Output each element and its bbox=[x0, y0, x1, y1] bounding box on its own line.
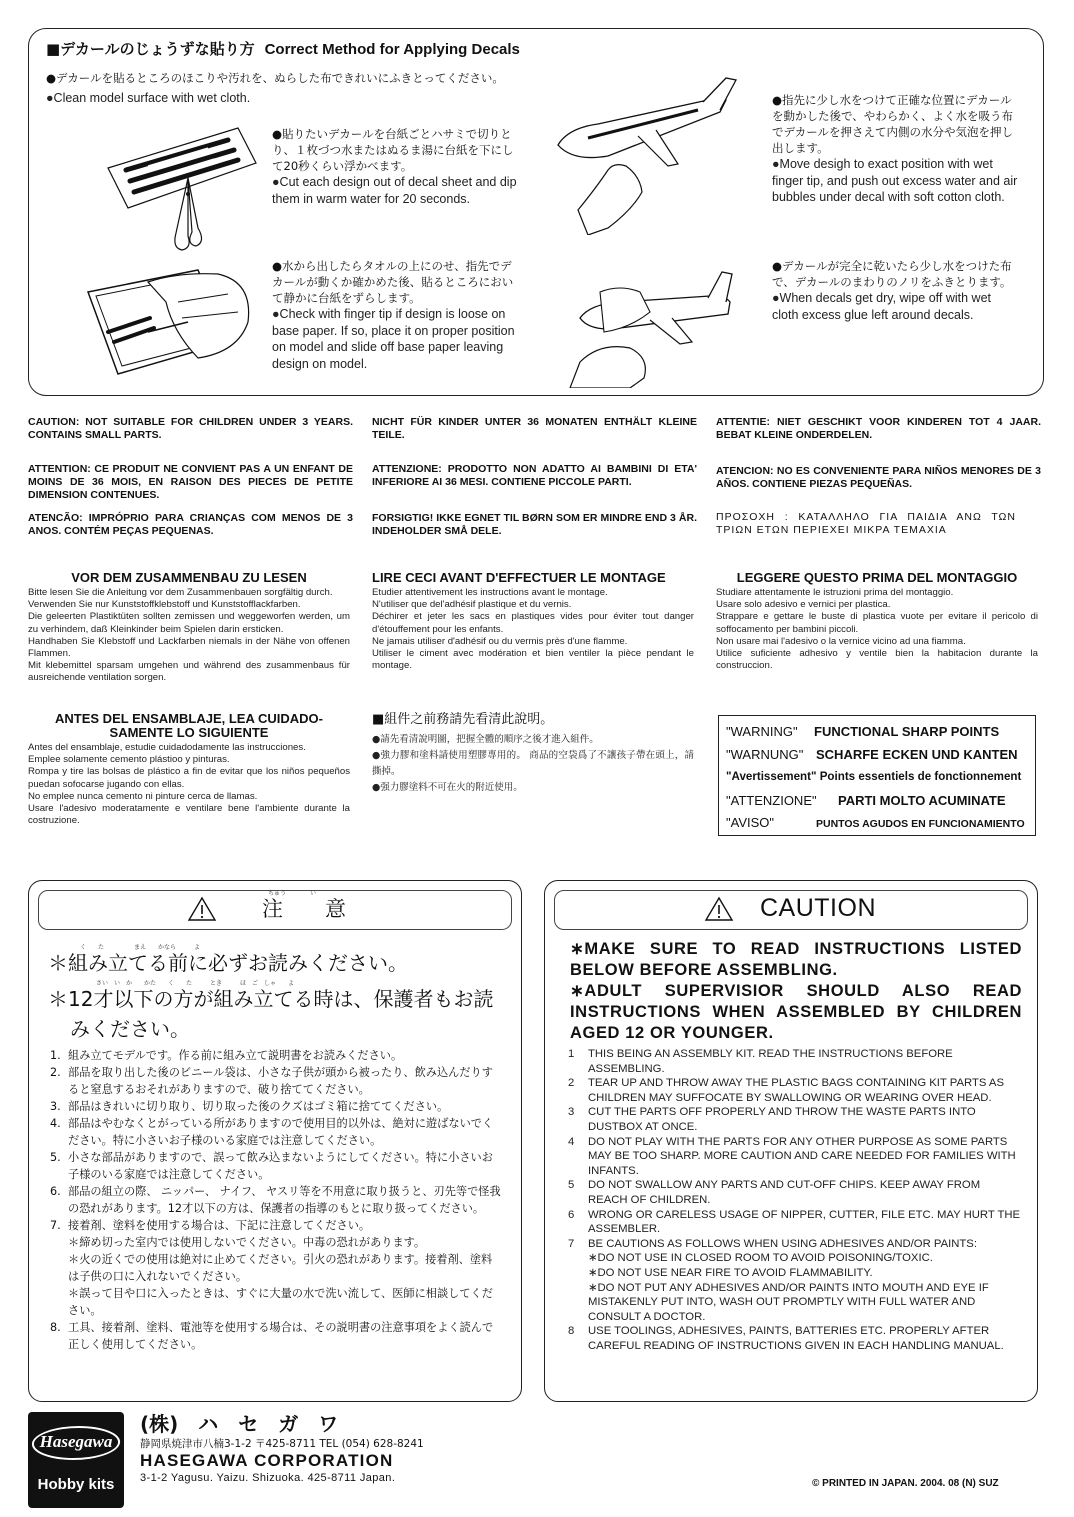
caution-en-item-text: DO NOT PLAY WITH THE PARTS FOR ANY OTHER PURPOSE AS SOME PARTS MAY BE TOO SHARP. MORE CAUTION AND CARE NEEDED FOR FAMILIES WITH INFANTS. bbox=[588, 1135, 1016, 1177]
sharp-row bbox=[726, 793, 1006, 808]
pre-fr-line: Déchirer et jeter les sacs en plastiques vides pour éviter tout danger d'étouffement pour les enfants. bbox=[372, 611, 694, 635]
pre-es-line: Rompa y tire las bolsas de plástico a fin de evitar que los niños pequeños puedan sofocarse jugando con ellas. bbox=[28, 766, 350, 790]
caution-en-item-text: TEAR UP AND THROW AWAY THE PLASTIC BAGS CONTAINING KIT PARTS AS CHILDREN MAY SUFFOCATE BY SWALLOWING OR WEARING OVER HEAD. bbox=[588, 1077, 1004, 1104]
sharp-label: "WARNUNG" bbox=[726, 747, 804, 762]
caution-jp-ruby: く た まえ かなら よ bbox=[80, 944, 201, 951]
sharp-label: "WARNING" bbox=[726, 724, 798, 739]
caution-jp-item-text: 部品はやむなくとがっている所がありますので使用目的以外は、絶対に遊ばないでください。特に小さいお子様のいる家庭では注意してください。 bbox=[68, 1117, 494, 1147]
decal-title-jp: ■デカールのじょうずな貼り方 bbox=[46, 40, 255, 58]
decal-step-2 bbox=[272, 258, 520, 372]
pre-assembly-fr bbox=[372, 571, 694, 672]
decal-step-4-en: ●When decals get dry, wipe off with wet cloth excess glue left around decals. bbox=[772, 291, 991, 322]
pre-de-line: Bitte lesen Sie die Anleitung vor dem Zusammenbauen sorgfältig durch. bbox=[28, 587, 333, 598]
sharp-text: PARTI MOLTO ACUMINATE bbox=[838, 793, 1006, 808]
sharp-row bbox=[726, 815, 1025, 830]
caution-en-heading-1: ∗MAKE SURE TO READ INSTRUCTIONS LISTED BELOW BEFORE ASSEMBLING. bbox=[570, 940, 1022, 979]
decal-title bbox=[46, 38, 520, 59]
caution-jp-item: 5. 小さな部品がありますので、誤って飲み込まないようにしてください。特に小さいお子様のいる家庭では注意してください。 bbox=[50, 1149, 502, 1183]
caution-jp-title: 注 意 bbox=[262, 897, 346, 921]
decal-step-2-en: ●Check with finger tip if design is loose on base paper. If so, place it on proper position on model and slide off base paper leaving design on model. bbox=[272, 307, 515, 371]
caution-jp-item-text: 部品はきれいに切り取り、切り取った後のクズはゴミ箱に捨ててください。 bbox=[68, 1100, 449, 1113]
caution-en-item-text: USE TOOLINGS, ADHESIVES, PAINTS, BATTERIES ETC. PROPERLY AFTER CAREFUL READING OF INSTRUCTIONS GIVEN IN EACH HANDLING MANUAL. bbox=[588, 1325, 1004, 1352]
caution-en-item: 1 THIS BEING AN ASSEMBLY KIT. READ THE INSTRUCTIONS BEFORE ASSEMBLING. bbox=[568, 1047, 1022, 1076]
caution-jp-item-text: 工具、接着剤、塗料、電池等を使用する場合は、その説明書の注意事項をよく読んで正しく使用してください。 bbox=[68, 1321, 494, 1351]
warning-es: ATENCION: NO ES CONVENIENTE PARA NIÑOS MENORES DE 3 AÑOS. CONTIENE PIEZAS PEQUEÑAS. bbox=[716, 465, 1041, 490]
warning-triangle-icon bbox=[704, 896, 734, 922]
company-name-jp: (株) ハ セ ガ ワ bbox=[140, 1412, 339, 1436]
pre-es-line: Usare l'adesivo moderatamente e ventilare bene l'ambiente durante la costruzione. bbox=[28, 803, 350, 827]
company-name-en: HASEGAWA CORPORATION bbox=[140, 1451, 394, 1470]
warning-fr: ATTENTION: CE PRODUIT NE CONVIENT PAS A UN ENFANT DE MOINS DE 36 MOIS, EN RAISON DES PIECES DE PETITE DIMENSION CONTENUES. bbox=[28, 463, 353, 501]
caution-en-list bbox=[568, 1047, 1022, 1353]
water-tray-illustration bbox=[78, 262, 278, 386]
sharp-text: Points essentiels de fonctionnement bbox=[819, 770, 1022, 783]
warning-pt: ATENCÃO: IMPRÓPRIO PARA CRIANÇAS COM MENOS DE 3 ANOS. CONTÉM PEÇAS PEQUENAS. bbox=[28, 512, 353, 537]
sharp-row bbox=[726, 770, 1021, 783]
decal-step-3 bbox=[772, 92, 1020, 206]
caution-en-item: 6 WRONG OR CARELESS USAGE OF NIPPER, CUTTER, FILE ETC. MAY HURT THE ASSEMBLER. bbox=[568, 1208, 1021, 1236]
pre-assembly-es bbox=[28, 712, 350, 827]
pre-it-line: Studiare attentamente le istruzioni prima del montaggio. bbox=[716, 587, 954, 598]
caution-jp-item-text: 組み立てモデルです。作る前に組み立て説明書をお読みください。 bbox=[68, 1049, 403, 1062]
decal-step-1-en: ●Cut each design out of decal sheet and dip them in warm water for 20 seconds. bbox=[272, 175, 517, 206]
caution-en-item: 5 DO NOT SWALLOW ANY PARTS AND CUT-OFF CHIPS. KEEP AWAY FROM REACH OF CHILDREN. bbox=[568, 1178, 1022, 1207]
caution-en-item-text: THIS BEING AN ASSEMBLY KIT. READ THE INSTRUCTIONS BEFORE ASSEMBLING. bbox=[588, 1048, 953, 1075]
pre-de-line: Handhaben Sie Klebstoff und Lackfarben niemals in der Nähe von offenen Flammen. bbox=[28, 635, 350, 660]
decal-intro-jp: ●デカールを貼るところのほこりや汚れを、ぬらした布できれいにふきとってください。 bbox=[46, 71, 504, 85]
airplane-finger-illustration bbox=[548, 70, 758, 235]
company-address-jp: 静岡県焼津市八楠3-1-2 〒425-8711 TEL (054) 628-8241 bbox=[140, 1438, 424, 1450]
decal-step-4-jp: ●デカールが完全に乾いたら少し水をつけた布で、デカールのまわりのノリをふきとります。 bbox=[772, 259, 1012, 289]
pre-it-title: LEGGERE QUESTO PRIMA DEL MONTAGGIO bbox=[736, 570, 1018, 585]
logo-text-hasegawa: Hasegawa bbox=[39, 1432, 113, 1451]
pre-de-line: Verwenden Sie nur Kunststoffklebstoff und Kunststofflackfarben. bbox=[28, 599, 301, 611]
sharp-text: PUNTOS AGUDOS EN FUNCIONAMIENTO bbox=[816, 818, 1025, 830]
pre-zh-line: ●强力膠塗料不可在火的附近使用。 bbox=[372, 782, 523, 793]
caution-jp-heading-1: ＊組み立てる前に必ずお読みください。 bbox=[48, 951, 408, 975]
caution-en-item-text: WRONG OR CARELESS USAGE OF NIPPER, CUTTER, FILE ETC. MAY HURT THE ASSEMBLER. bbox=[588, 1208, 1021, 1236]
caution-en-item: 3 CUT THE PARTS OFF PROPERLY AND THROW THE WASTE PARTS INTO DUSTBOX AT ONCE. bbox=[568, 1105, 1022, 1134]
caution-jp-heading-2: ＊12才以下の方が組み立てる時は、保護者もお読 bbox=[48, 987, 494, 1011]
caution-jp-item: 8. 工具、接着剤、塗料、電池等を使用する場合は、その説明書の注意事項をよく読んで正しく使用してください。 bbox=[50, 1319, 502, 1353]
caution-en-item-text: CUT THE PARTS OFF PROPERLY AND THROW THE WASTE PARTS INTO DUSTBOX AT ONCE. bbox=[588, 1106, 976, 1133]
warning-triangle-icon bbox=[187, 896, 217, 922]
pre-es-title: ANTES DEL ENSAMBLAJE, LEA CUIDADO-SAMENTE LO SIGUIENTE bbox=[55, 711, 323, 740]
pre-zh-line: ●強力膠和塗料請使用塑膠專用的。 商品的空袋爲了不讓孩子帶在頭上，請撕掉。 bbox=[372, 750, 694, 777]
caution-jp-item: 7. 接着剤、塗料を使用する場合は、下記に注意してください。 ＊締め切った室内では使用しないでください。中毒の恐れがあります。 ＊火の近くでの使用は絶対に止めてください。引火の恐れがあります。接着剤、塗料は子供の口に入れないでください。 ＊誤って目や口に入ったときは、すぐに大量の水で洗い流して、医師に相談してください。 bbox=[50, 1217, 502, 1319]
caution-jp-list bbox=[50, 1047, 502, 1353]
pre-fr-line: Ne jamais utiliser d'adhésif ou du vermis près d'une flamme. bbox=[372, 635, 628, 647]
caution-en-item: 7 BE CAUTIONS AS FOLLOWS WHEN USING ADHESIVES AND/OR PAINTS: ∗DO NOT USE IN CLOSED ROOM TO AVOID POISONING/TOXIC. ∗DO NOT USE NEAR FIRE TO AVOID FLAMMABILITY. ∗DO NOT PUT ANY ADHESIVES AND/OR PAINTS INTO MOUTH AND EYE IF MISTAKENLY PUT INTO, WASH OUT PROMPTLY WITH FULL WATER AND CONSULT A DOCTOR. bbox=[568, 1237, 1022, 1325]
caution-en-heading-2: ∗ADULT SUPERVISIOR SHOULD ALSO READ INSTRUCTIONS WHEN ASSEMBLED BY CHILDREN AGED 12 OR YOUNGER. bbox=[570, 982, 1022, 1042]
caution-en-item-text: DO NOT SWALLOW ANY PARTS AND CUT-OFF CHIPS. KEEP AWAY FROM REACH OF CHILDREN. bbox=[588, 1179, 981, 1206]
pre-fr-line: N'utiliser que del'adhésif plastique et du vernis. bbox=[372, 599, 572, 611]
caution-jp-item-text: 接着剤、塗料を使用する場合は、下記に注意してください。 ＊締め切った室内では使用しないでください。中毒の恐れがあります。 ＊火の近くでの使用は絶対に止めてください。引火の恐れがあります。接着剤、塗料は子供の口に入れないでください。 ＊誤って目や口に入ったときは、すぐに大量の水で洗い流して、医師に相談してください。 bbox=[68, 1219, 493, 1317]
pre-it-line: Strappare e gettare le buste di plastica vuote per evitare il pericolo di soffocamento per bambini piccoli. bbox=[716, 611, 1038, 635]
warning-en: CAUTION: NOT SUITABLE FOR CHILDREN UNDER 3 YEARS. CONTAINS SMALL PARTS. bbox=[28, 416, 353, 441]
warning-it: ATTENZIONE: PRODOTTO NON ADATTO AI BAMBINI DI ETA' INFERIORE AI 36 MESI. CONTIENE PICCOLE PARTI. bbox=[372, 463, 697, 488]
logo-text-hobby-kits: Hobby kits bbox=[37, 1476, 115, 1493]
caution-jp-item: 6. 部品の組立の際、 ニッパー、 ナイフ、 ヤスリ等を不用意に取り扱うと、刃先等で怪我の恐れがあります。12才以下の方は、保護者の指導のもとに取り扱ってください。 bbox=[50, 1185, 501, 1215]
sharp-text: SCHARFE ECKEN UND KANTEN bbox=[816, 747, 1018, 762]
warning-el: ΠΡΟΣΟΧΗ : ΚΑΤΑΛΛΗΛΟ ΓΙΑ ΠΑΙΔΙΑ ΑΝΩ ΤΩΝ ΤΡΙΩΝ ΕΤΩΝ ΠΕΡΙΕΧΕΙ ΜΙΚΡΑ ΤΕΜΑΧΙΑ bbox=[716, 511, 1016, 536]
decal-step-3-jp: ●指先に少し水をつけて正確な位置にデカールを動かした後で、やわらかく、よく水を吸う布でデカールを押さえて内側の水分や気泡を押し出します。 bbox=[772, 93, 1014, 155]
pre-assembly-it bbox=[716, 571, 1038, 672]
printed-in-japan-note: © PRINTED IN JAPAN. 2004. 08 (N) SUZ bbox=[812, 1478, 999, 1489]
caution-en-title: CAUTION bbox=[760, 894, 876, 922]
warning-de: NICHT FÜR KINDER UNTER 36 MONATEN ENTHÄLT KLEINE TEILE. bbox=[372, 416, 697, 441]
pre-zh-title: ■組件之前務請先看清此說明。 bbox=[372, 712, 554, 727]
pre-es-line: No emplee nunca cemento ni pinture cerca de llamas. bbox=[28, 790, 258, 802]
warning-nl: ATTENTIE: NIET GESCHIKT VOOR KINDEREN TOT 4 JAAR. BEBAT KLEINE ONDERDELEN. bbox=[716, 416, 1041, 441]
caution-en-item: 8 USE TOOLINGS, ADHESIVES, PAINTS, BATTERIES ETC. PROPERLY AFTER CAREFUL READING OF INSTRUCTIONS GIVEN IN EACH HANDLING MANUAL. bbox=[568, 1324, 1022, 1353]
pre-es-line: Antes del ensamblaje, estudie cuidadodamente las instrucciones. bbox=[28, 742, 306, 753]
caution-jp-item: 4. 部品はやむなくとがっている所がありますので使用目的以外は、絶対に遊ばないでください。特に小さいお子様のいる家庭では注意してください。 bbox=[50, 1115, 502, 1149]
pre-it-line: Usare solo adesivo e vernici per plastica. bbox=[716, 599, 891, 611]
hasegawa-logo bbox=[28, 1412, 124, 1508]
caution-en-item-text: BE CAUTIONS AS FOLLOWS WHEN USING ADHESIVES AND/OR PAINTS: ∗DO NOT USE IN CLOSED ROOM TO AVOID POISONING/TOXIC. ∗DO NOT USE NEAR FIRE TO AVOID FLAMMABILITY. ∗DO NOT PUT ANY ADHESIVES AND/OR PAINTS INTO MOUTH AND EYE IF MISTAKENLY PUT INTO, WASH OUT PROMPTLY WITH FULL WATER AND CONSULT A DOCTOR. bbox=[588, 1237, 989, 1323]
decal-title-en: Correct Method for Applying Decals bbox=[264, 41, 520, 58]
sharp-row bbox=[726, 747, 1018, 762]
pre-es-line: Emplee solamente cemento plástioo y pinturas. bbox=[28, 754, 230, 766]
caution-jp-item-text: 部品の組立の際、 ニッパー、 ナイフ、 ヤスリ等を不用意に取り扱うと、刃先等で怪我の恐れがあります。12才以下の方は、保護者の指導のもとに取り扱ってください。 bbox=[68, 1185, 501, 1215]
pre-fr-line: Etudier attentivement les instructions avant le montage. bbox=[372, 587, 608, 598]
decal-step-4 bbox=[772, 258, 1020, 323]
caution-jp-ruby: さい い か かた く た とき ほ ご しゃ よ bbox=[96, 980, 295, 987]
pre-assembly-de bbox=[28, 571, 350, 685]
warning-da: FORSIGTIG! IKKE EGNET TIL BØRN SOM ER MINDRE END 3 ÅR. INDEHOLDER SMÅ DELE. bbox=[372, 512, 697, 537]
caution-jp-heading-2-cont: みください。 bbox=[70, 1017, 190, 1041]
pre-assembly-zh bbox=[372, 710, 694, 796]
sharp-points-warning-box bbox=[718, 715, 1036, 836]
decal-sheet-scissors-illustration bbox=[88, 108, 278, 258]
pre-de-title: VOR DEM ZUSAMMENBAU ZU LESEN bbox=[71, 570, 307, 585]
pre-it-line: Utilice suficiente adhesivo y ventile bien la habitacion durante la construccion. bbox=[716, 648, 1038, 672]
decal-step-1 bbox=[272, 126, 518, 207]
sharp-label: "ATTENZIONE" bbox=[726, 793, 817, 808]
pre-fr-title: LIRE CECI AVANT D'EFFECTUER LE MONTAGE bbox=[372, 570, 666, 585]
sharp-row bbox=[726, 724, 999, 739]
decal-step-1-jp: ●貼りたいデカールを台紙ごとハサミで切りとり、１枚づつ水またはぬるま湯に台紙を下にして20秒くらい浮かべます。 bbox=[272, 127, 514, 173]
caution-en-item: 2 TEAR UP AND THROW AWAY THE PLASTIC BAGS CONTAINING KIT PARTS AS CHILDREN MAY SUFFOCATE BY SWALLOWING OR WEARING OVER HEAD. bbox=[568, 1076, 1022, 1105]
caution-jp-item-text: 小さな部品がありますので、誤って飲み込まないようにしてください。特に小さいお子様のいる家庭では注意してください。 bbox=[68, 1151, 493, 1181]
caution-jp-item: 2. 部品を取り出した後のビニール袋は、小さな子供が頭から被ったり、飲み込んだりすると窒息するおそれがありますので、破り捨ててください。 bbox=[50, 1064, 502, 1098]
decal-intro-en: ●Clean model surface with wet cloth. bbox=[46, 91, 251, 105]
decal-step-3-en: ●Move desigh to exact position with wet finger tip, and push out excess water and air bubbles under decal with soft cotton cloth. bbox=[772, 157, 1018, 204]
company-address-en: 3-1-2 Yagusu. Yaizu. Shizuoka. 425-8711 Japan. bbox=[140, 1472, 396, 1484]
sharp-text: FUNCTIONAL SHARP POINTS bbox=[814, 724, 1000, 739]
pre-de-line: Mit klebemittel sparsam umgehen und während des zusammenbaus für ausreichende ventilation sorgen. bbox=[28, 660, 350, 684]
caution-jp-item-text: 部品を取り出した後のビニール袋は、小さな子供が頭から被ったり、飲み込んだりすると窒息するおそれがありますので、破り捨ててください。 bbox=[68, 1066, 493, 1096]
pre-it-line: Non usare mai l'adesivo o la vernice vicino ad una fiamma. bbox=[716, 635, 966, 647]
sharp-label: "AVISO" bbox=[726, 815, 775, 830]
caution-jp-item: 3. 部品はきれいに切り取り、切り取った後のクズはゴミ箱に捨ててください。 bbox=[50, 1100, 449, 1113]
sharp-label: "Avertissement" bbox=[726, 770, 817, 783]
caution-en-item: 4 DO NOT PLAY WITH THE PARTS FOR ANY OTHER PURPOSE AS SOME PARTS MAY BE TOO SHARP. MORE CAUTION AND CARE NEEDED FOR FAMILIES WITH INFANTS. bbox=[568, 1135, 1022, 1179]
pre-zh-line: ●請先看清說明圖，把握全體的順序之後才進入組件。 bbox=[372, 734, 599, 745]
caution-jp-item: 1. 組み立てモデルです。作る前に組み立て説明書をお読みください。 bbox=[50, 1049, 403, 1062]
caution-jp-title-ruby: ちゅう い bbox=[268, 890, 317, 897]
airplane-cloth-illustration bbox=[560, 262, 760, 388]
pre-fr-line: Utiliser le ciment avec modération et bien ventiler la pièce pendant le montage. bbox=[372, 648, 694, 672]
decal-step-2-jp: ●水から出したらタオルの上にのせ、指先でデカールが動くか確かめた後、貼るところにおいて静かに台紙をずらします。 bbox=[272, 259, 514, 305]
pre-de-line: Die geleerten Plastiktüten sollten zemissen und weggeworfen werden, um zu verhindem, daß Kleinkinder beim Spielen darin ersticken. bbox=[28, 611, 350, 635]
